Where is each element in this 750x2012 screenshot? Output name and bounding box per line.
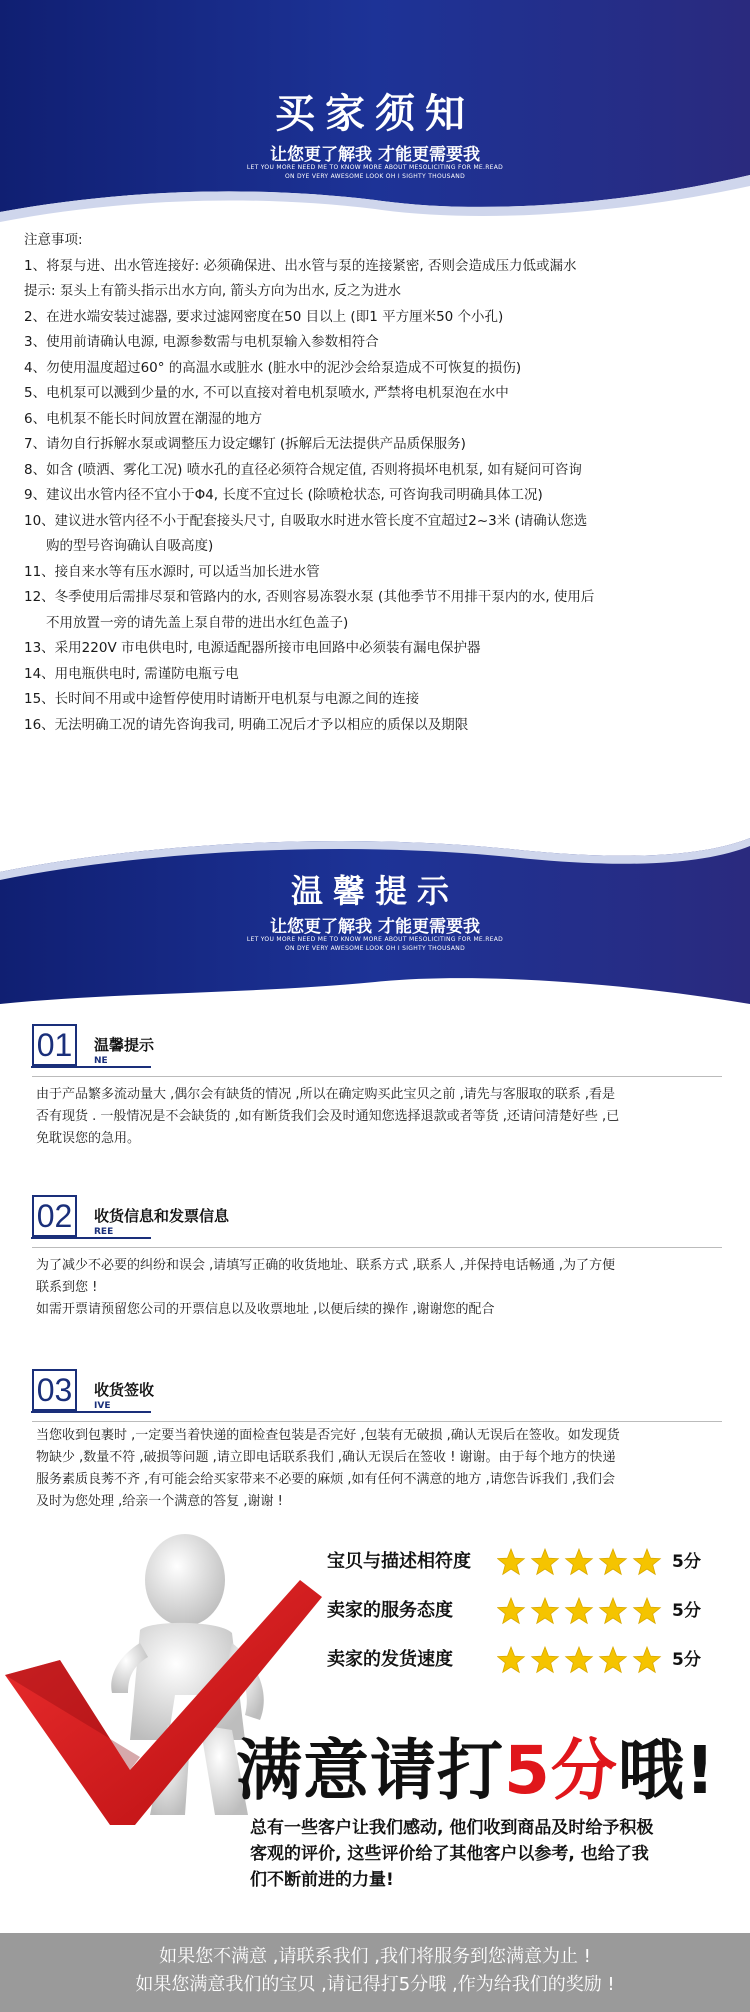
banner-english-line-1: LET YOU MORE NEED ME TO KNOW MORE ABOUT MESOLICITING FOR ME.READ — [246, 936, 504, 943]
star-icon — [600, 1549, 627, 1574]
section-text-line: 免耽误您的急用。 — [36, 1131, 141, 1146]
section-text-line: 服务素质良莠不齐 ,有可能会给买家带来不必要的麻烦 ,如有任何不满意的地方 ,请您告诉我们 ,我们会 — [36, 1472, 616, 1487]
section-underline — [31, 1066, 151, 1068]
star-icon — [532, 1549, 559, 1574]
section-underline — [31, 1411, 151, 1413]
star-icon — [634, 1647, 661, 1672]
section-divider — [32, 1421, 722, 1422]
star-icon — [498, 1647, 525, 1672]
banner-title: 温馨提示 — [290, 872, 459, 910]
section-text-line: 联系到您 ! — [36, 1280, 98, 1295]
praise-line: 客观的评价, 这些评价给了其他客户以参考, 也给了我 — [250, 1844, 649, 1864]
slogan-part-3: 哦! — [617, 1732, 717, 1809]
rating-row — [327, 1596, 747, 1626]
section-code: REE — [94, 1227, 114, 1237]
section-underline — [31, 1237, 151, 1239]
star-icon — [566, 1549, 593, 1574]
footer-line: 如果您满意我们的宝贝 ,请记得打5分哦 ,作为给我们的奖励 ! — [135, 1974, 615, 1995]
banner-english-line-1: LET YOU MORE NEED ME TO KNOW MORE ABOUT MESOLICITING FOR ME.READ — [246, 164, 504, 171]
star-rating-icon — [497, 1548, 667, 1576]
section-number: 02 — [32, 1195, 77, 1237]
notice-line: 4、勿使用温度超过60° 的高温水或脏水 (脏水中的泥沙会给泵造成不可恢复的损伤) — [24, 359, 522, 376]
banner-subtitle: 让您更了解我 才能更需要我 — [270, 145, 480, 165]
banner-english-line-2: ON DYE VERY AWESOME LOOK OH I SIGHTY THOUSAND — [284, 173, 466, 180]
banner-subtitle: 让您更了解我 才能更需要我 — [270, 917, 480, 937]
notice-line: 6、电机泵不能长时间放置在潮湿的地方 — [24, 410, 263, 427]
rating-label: 宝贝与描述相符度 — [327, 1551, 471, 1572]
rating-label: 卖家的发货速度 — [327, 1649, 453, 1670]
notice-line: 不用放置一旁的请先盖上泵自带的进出水红色盖子) — [46, 614, 349, 631]
slogan — [236, 1717, 716, 1812]
section-number: 01 — [32, 1024, 77, 1066]
section-shipping-invoice — [32, 1195, 722, 1335]
notice-list — [24, 228, 734, 738]
rating-row — [327, 1547, 747, 1577]
section-divider — [32, 1247, 722, 1248]
notice-heading: 注意事项: — [24, 232, 83, 248]
notice-line: 提示: 泵头上有箭头指示出水方向, 箭头方向为出水, 反之为进水 — [24, 283, 402, 299]
star-rating-icon — [497, 1597, 667, 1625]
star-rating-icon — [497, 1646, 667, 1674]
section-divider — [32, 1076, 722, 1077]
notice-line: 1、将泵与进、出水管连接好: 必须确保进、出水管与泵的连接紧密, 否则会造成压力低或漏水 — [24, 257, 577, 274]
notice-line: 13、采用220V 市电供电时, 电源适配器所接市电回路中必须装有漏电保护器 — [24, 640, 481, 656]
section-code: NE — [94, 1056, 108, 1066]
footer-line: 如果您不满意 ,请联系我们 ,我们将服务到您满意为止 ! — [159, 1946, 591, 1967]
section-text-line: 物缺少 ,数量不符 ,破损等问题 ,请立即电话联系我们 ,确认无误后在签收 ! 谢谢。由于每个地方的快递 — [36, 1450, 616, 1465]
section-title: 收货签收 — [94, 1381, 155, 1399]
notice-line: 8、如含 (喷洒、雾化工况) 喷水孔的直径必须符合规定值, 否则将损坏电机泵, 如有疑问可咨询 — [24, 461, 582, 478]
section-number: 03 — [32, 1369, 77, 1411]
notice-line: 14、用电瓶供电时, 需谨防电瓶亏电 — [24, 665, 239, 682]
section-text-line: 当您收到包裹时 ,一定要当着快递的面检查包装是否完好 ,包装有无破损 ,确认无误后在签收。如发现货 — [36, 1428, 620, 1443]
section-code: IVE — [94, 1401, 111, 1411]
star-icon — [566, 1598, 593, 1623]
rating-score: 5分 — [672, 1601, 701, 1621]
rating-row — [327, 1645, 747, 1675]
section-text-line: 如需开票请预留您公司的开票信息以及收票地址 ,以便后续的操作 ,谢谢您的配合 — [36, 1302, 495, 1317]
praise-line: 总有一些客户让我们感动, 他们收到商品及时给予积极 — [250, 1818, 654, 1838]
star-icon — [634, 1549, 661, 1574]
section-text — [36, 1255, 726, 1321]
star-icon — [532, 1598, 559, 1623]
star-icon — [532, 1647, 559, 1672]
section-text-line: 为了减少不必要的纠纷和误会 ,请填写正确的收货地址、联系方式 ,联系人 ,并保持电话畅通 ,为了方便 — [36, 1258, 616, 1273]
section-title: 温馨提示 — [94, 1036, 155, 1054]
section-text-line: 由于产品繁多流动量大 ,偶尔会有缺货的情况 ,所以在确定购买此宝贝之前 ,请先与客服取的联系 ,看是 — [36, 1087, 616, 1102]
notice-line: 9、建议出水管内径不宜小于Φ4, 长度不宜过长 (除喷枪状态, 可咨询我司明确具体工况) — [24, 487, 543, 503]
notice-line: 7、请勿自行拆解水泵或调整压力设定螺钉 (拆解后无法提供产品质保服务) — [24, 436, 466, 452]
rating-label: 卖家的服务态度 — [327, 1600, 453, 1621]
section-text-line: 否有现货 . 一般情况是不会缺货的 ,如有断货我们会及时通知您选择退款或者等货 ,还请问清楚好些 ,已 — [36, 1109, 620, 1124]
footer-bar — [0, 1933, 750, 2012]
rating-score: 5分 — [672, 1650, 701, 1670]
section-text — [36, 1425, 726, 1513]
praise-text — [250, 1815, 730, 1893]
notice-line: 10、建议进水管内径不小于配套接头尺寸, 自吸取水时进水管长度不宜超过2~3米 (请确认您选 — [24, 512, 588, 529]
notice-line: 11、接自来水等有压水源时, 可以适当加长进水管 — [24, 563, 320, 580]
star-icon — [600, 1598, 627, 1623]
banner-warm-tips — [0, 832, 750, 1004]
section-receipt-signing — [32, 1369, 722, 1529]
star-icon — [498, 1598, 525, 1623]
notice-line: 16、无法明确工况的请先咨询我司, 明确工况后才予以相应的质保以及期限 — [24, 716, 469, 733]
section-text-line: 及时为您处理 ,给亲一个满意的答复 ,谢谢 ! — [36, 1494, 283, 1509]
section-warm-tips — [32, 1024, 722, 1164]
star-icon — [498, 1549, 525, 1574]
notice-line: 购的型号咨询确认自吸高度) — [46, 538, 214, 554]
slogan-part-1: 满意请打 — [236, 1732, 504, 1809]
notice-line: 5、电机泵可以溅到少量的水, 不可以直接对着电机泵喷水, 严禁将电机泵泡在水中 — [24, 385, 509, 401]
section-title: 收货信息和发票信息 — [94, 1207, 230, 1225]
star-icon — [600, 1647, 627, 1672]
star-icon — [566, 1647, 593, 1672]
rating-score: 5分 — [672, 1552, 701, 1572]
slogan-part-2: 5分 — [504, 1732, 618, 1809]
notice-line: 15、长时间不用或中途暂停使用时请断开电机泵与电源之间的连接 — [24, 691, 420, 707]
notice-line: 3、使用前请确认电源, 电源参数需与电机泵输入参数相符合 — [24, 334, 379, 350]
star-icon — [634, 1598, 661, 1623]
banner-english-line-2: ON DYE VERY AWESOME LOOK OH I SIGHTY THOUSAND — [284, 945, 466, 952]
section-text — [36, 1084, 726, 1150]
banner-buyer-notice — [0, 0, 750, 222]
notice-line: 12、冬季使用后需排尽泵和管路内的水, 否则容易冻裂水泵 (其他季节不用排干泵内的水, 使用后 — [24, 589, 595, 605]
praise-line: 们不断前进的力量! — [250, 1870, 394, 1890]
banner-title: 买家须知 — [275, 90, 475, 137]
notice-line: 2、在进水端安装过滤器, 要求过滤网密度在50 目以上 (即1 平方厘米50 个小孔) — [24, 308, 504, 325]
